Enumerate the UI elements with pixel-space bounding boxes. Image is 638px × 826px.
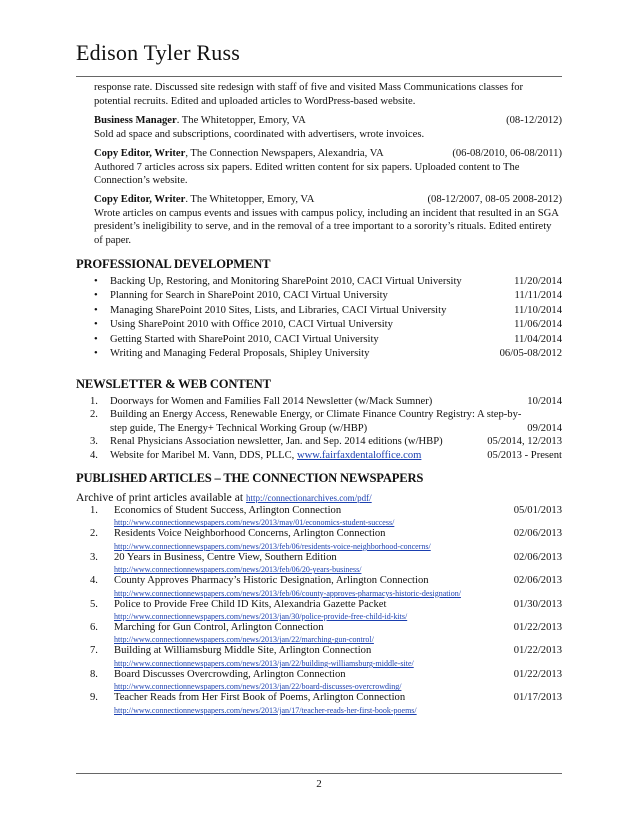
list-item: • Backing Up, Restoring, and Monitoring SharePoint 2010, CACI Virtual University 11/20/2014 (94, 276, 562, 287)
job-description: Authored 7 articles across six papers. Edited written content for six papers. Uploaded content to The Connection’s website. (94, 161, 520, 187)
article-link[interactable]: http://www.connectionnewspapers.com/news/2013/may/01/economics-student-success/ (114, 518, 395, 528)
list-item: 4. Website for Maribel M. Vann, DDS, PLLC, www.fairfaxdentaloffice.com 05/2013 - Present (90, 449, 562, 461)
job-entry (94, 147, 562, 188)
archive-link[interactable]: http://connectionarchives.com/pdf/ (245, 493, 372, 503)
article-link[interactable]: http://www.connectionnewspapers.com/news/2013/jan/22/marching-gun-control/ (114, 635, 374, 645)
list-item: 8. Board Discusses Overcrowding, Arlington Connection 01/22/2013 http://www.connectionnewspapers.com/news/2013/jan/22/board-discusses-overcrowding/ (90, 668, 562, 692)
list-item: • Using SharePoint 2010 with Office 2010, CACI Virtual University 11/06/2014 (94, 319, 562, 331)
list-item: • Planning for Search in SharePoint 2010, CACI Virtual University 11/11/2014 (94, 290, 562, 302)
section-heading-newsletter: NEWSLETTER & WEB CONTENT (76, 377, 271, 391)
job-title: Copy Editor, Writer (94, 194, 186, 205)
job-org: . The Whitetopper, Emory, VA (176, 115, 306, 126)
job-entry (94, 193, 562, 247)
website-link[interactable]: www.fairfaxdentaloffice.com (296, 449, 422, 461)
professional-development-list (94, 275, 562, 361)
article-link[interactable]: http://www.connectionnewspapers.com/news/2013/feb/06/county-approves-pharmacys-historic-designation/ (114, 588, 461, 598)
list-item: • Writing and Managing Federal Proposals, Shipley University 06/05-08/2012 (94, 348, 562, 360)
section-heading-professional-development: PROFESSIONAL DEVELOPMENT (76, 257, 271, 271)
experience-continued-text: response rate. Discussed site redesign with staff of five and visited Mass Communications classes for potential recruits. Edited and uploaded articles to WordPress-based website. (94, 82, 524, 107)
newsletter-list (90, 395, 562, 462)
list-item: 6. Marching for Gun Control, Arlington Connection 01/22/2013 http://www.connectionnewspapers.com/news/2013/jan/22/marching-gun-control/ (90, 622, 562, 645)
list-item: 2. Residents Voice Neighborhood Concerns, Arlington Connection 02/06/2013 http://www.connectionnewspapers.com/news/2013/feb/06/residents-voice-neighborhood-concerns/ (90, 528, 562, 551)
job-dates: (08-12/2012) (506, 115, 562, 126)
archive-line: Archive of print articles available at http://connectionarchives.com/pdf/ (76, 491, 372, 504)
list-item: 7. Building at Williamsburg Middle Site, Arlington Connection 01/22/2013 http://www.connectionnewspapers.com/news/2013/jan/22/building-williamsburg-middle-site/ (90, 645, 562, 668)
list-item: 2. Building an Energy Access, Renewable Energy, or Climate Finance Country Registry: A step-by- step guide, The Energy+ Technical Working Group (w/HBP) 09/2014 (90, 409, 562, 434)
list-item: • Getting Started with SharePoint 2010, CACI Virtual University 11/04/2014 (94, 333, 562, 345)
job-title: Copy Editor, Writer (94, 148, 186, 159)
job-description: Wrote articles on campus events and issues with campus policy, including an incident that resulted in an SGA president’s ineligibility to serve, and in the removal of a tree important to a sorority’s rituals. Edited entirety of paper. (94, 207, 559, 246)
list-item: 1. Economics of Student Success, Arlington Connection 05/01/2013 http://www.connectionnewspapers.com/news/2013/may/01/economics-student-success/ (90, 505, 562, 528)
article-link[interactable]: http://www.connectionnewspapers.com/news/2013/jan/30/police-provide-free-child-id-kits/ (114, 612, 408, 622)
articles-list (90, 505, 562, 716)
list-item: 9. Teacher Reads from Her First Book of Poems, Arlington Connection 01/17/2013 http://www.connectionnewspapers.com/news/2013/jan/17/teacher-reads-her-first-book-poems/ (90, 692, 562, 715)
job-entry (94, 114, 562, 141)
resume-name: Edison Tyler Russ (76, 40, 241, 65)
page-number: 2 (316, 778, 322, 790)
article-link[interactable]: http://www.connectionnewspapers.com/news/2013/jan/22/building-williamsburg-middle-site/ (114, 658, 414, 668)
list-item: 3. 20 Years in Business, Centre View, Southern Edition 02/06/2013 http://www.connectionnewspapers.com/news/2013/feb/06/20-years-business/ (90, 551, 562, 575)
list-item: • Managing SharePoint 2010 Sites, Lists, and Libraries, CACI Virtual University 11/10/2014 (94, 304, 562, 316)
job-org: . The Whitetopper, Emory, VA (185, 194, 315, 205)
job-dates: (06-08/2010, 06-08/2011) (452, 148, 562, 159)
section-heading-published-articles: PUBLISHED ARTICLES – THE CONNECTION NEWSPAPERS (76, 471, 424, 485)
article-link[interactable]: http://www.connectionnewspapers.com/news/2013/jan/17/teacher-reads-her-first-book-poems/ (114, 705, 417, 715)
article-link[interactable]: http://www.connectionnewspapers.com/news/2013/jan/22/board-discusses-overcrowding/ (114, 682, 402, 692)
job-title: Business Manager (94, 115, 177, 126)
job-org: , The Connection Newspapers, Alexandria, VA (185, 148, 384, 159)
list-item: 5. Police to Provide Free Child ID Kits, Alexandria Gazette Packet 01/30/2013 http://www.connectionnewspapers.com/news/2013/jan/30/police-provide-free-child-id-kits/ (90, 598, 562, 622)
list-item: 4. County Approves Pharmacy’s Historic Designation, Arlington Connection 02/06/2013 http://www.connectionnewspapers.com/news/2013/feb/06/county-approves-pharmacys-historic-designation/ (90, 575, 562, 598)
header-rule (76, 76, 562, 77)
list-item: 1. Doorways for Women and Families Fall 2014 Newsletter (w/Mack Sumner) 10/2014 (90, 396, 562, 407)
job-description: Sold ad space and subscriptions, coordinated with advertisers, wrote invoices. (94, 128, 425, 140)
job-dates: (08-12/2007, 08-05 2008-2012) (427, 194, 562, 205)
experience-continued (94, 81, 562, 108)
article-link[interactable]: http://www.connectionnewspapers.com/news/2013/feb/06/residents-voice-neighborhood-concerns/ (114, 541, 431, 551)
article-link[interactable]: http://www.connectionnewspapers.com/news/2013/feb/06/20-years-business/ (114, 565, 362, 575)
list-item: 3. Renal Physicians Association newsletter, Jan. and Sep. 2014 editions (w/HBP) 05/2014, 12/2013 (90, 436, 562, 448)
footer-rule (76, 773, 562, 774)
